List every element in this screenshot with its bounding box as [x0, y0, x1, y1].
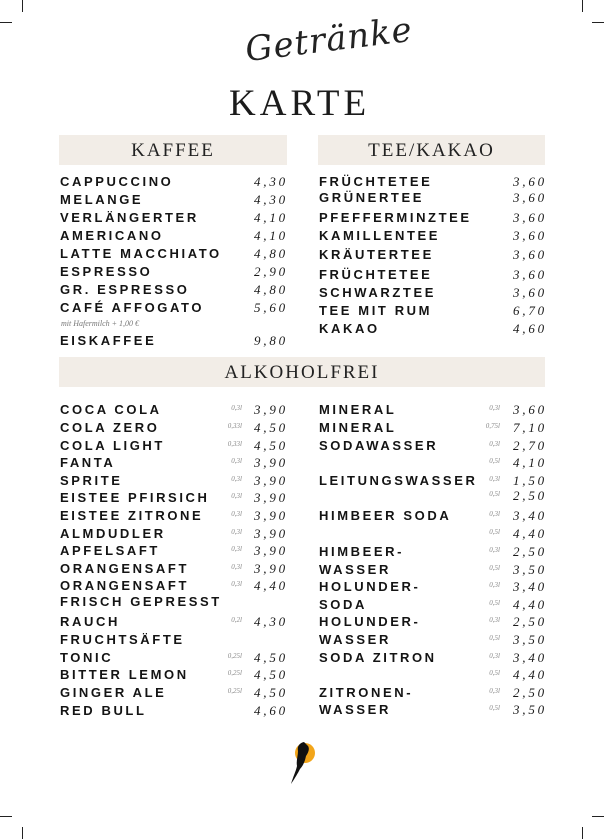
menu-item-name: HIMBEER- — [319, 544, 405, 559]
menu-item-name: WASSER — [319, 562, 391, 577]
menu-item-name: MINERAL — [319, 402, 397, 417]
menu-item-price: 4,80 — [254, 282, 288, 297]
menu-item-price: 3,60 — [513, 228, 547, 243]
menu-item-name: ORANGENSAFT — [60, 561, 189, 576]
menu-item-name: LATTE MACCHIATO — [60, 246, 222, 261]
menu-item-volume: 0,3l — [489, 404, 500, 412]
menu-item-name: RED BULL — [60, 703, 147, 718]
menu-item-price: 4,50 — [254, 685, 288, 700]
kaffee-note: mit Hafermilch + 1,00 € — [61, 319, 140, 328]
menu-item-volume: 0,3l — [231, 563, 242, 571]
menu-item-price: 4,50 — [254, 650, 288, 665]
menu-item-volume: 0,5l — [489, 528, 500, 536]
menu-item-price: 4,10 — [513, 455, 547, 470]
menu-item-volume: 0,3l — [231, 475, 242, 483]
menu-item-name: HIMBEER SODA — [319, 508, 452, 523]
menu-item-volume: 0,3l — [231, 528, 242, 536]
menu-item-price: 4,60 — [513, 321, 547, 336]
menu-item-price: 4,40 — [254, 578, 288, 593]
menu-item-name: WASSER — [319, 632, 391, 647]
menu-item-name: EISTEE PFIRSICH — [60, 490, 210, 505]
menu-item-volume: 0,5l — [489, 564, 500, 572]
menu-item-price: 3,90 — [254, 490, 288, 505]
section-banner-kaffee: KAFFEE — [59, 135, 287, 165]
menu-item-volume: 0,25l — [227, 669, 242, 677]
menu-item-price: 4,30 — [254, 174, 288, 189]
menu-item-volume: 0,3l — [231, 492, 242, 500]
menu-item-name: KRÄUTERTEE — [319, 247, 434, 262]
menu-item-name: MINERAL — [319, 420, 397, 435]
logo-bird — [291, 742, 309, 784]
menu-item-price: 3,90 — [254, 561, 288, 576]
menu-item-volume: 0,3l — [489, 510, 500, 518]
menu-item-name: ALMDUDLER — [60, 526, 166, 541]
menu-item-name: HOLUNDER- — [319, 614, 421, 629]
menu-item-price: 4,60 — [254, 703, 288, 718]
menu-item-volume: 0,25l — [227, 687, 242, 695]
menu-item-volume: 0,33l — [227, 422, 242, 430]
menu-item-name: PFEFFERMINZTEE — [319, 210, 472, 225]
menu-item-name: AMERICANO — [60, 228, 164, 243]
menu-item-volume: 0,3l — [231, 404, 242, 412]
menu-item-name: MELANGE — [60, 192, 144, 207]
menu-item-price: 4,50 — [254, 438, 288, 453]
menu-item-name: VERLÄNGERTER — [60, 210, 199, 225]
menu-item-volume: 0,25l — [227, 652, 242, 660]
menu-item-name: WASSER — [319, 702, 391, 717]
menu-item-name: FRUCHTSÄFTE — [60, 632, 185, 647]
menu-item-name: SODA ZITRON — [319, 650, 437, 665]
menu-item-name: ESPRESSO — [60, 264, 153, 279]
crop-mark — [22, 0, 23, 12]
menu-item-price: 3,90 — [254, 508, 288, 523]
menu-item-name: EISKAFFEE — [60, 333, 157, 348]
menu-item-price: 3,90 — [254, 455, 288, 470]
crop-mark — [0, 816, 12, 817]
menu-item-price: 4,40 — [513, 667, 547, 682]
menu-item-price: 3,40 — [513, 650, 547, 665]
menu-item-price: 7,10 — [513, 420, 547, 435]
menu-item-name: CAFÉ AFFOGATO — [60, 300, 205, 315]
menu-item-price: 3,50 — [513, 702, 547, 717]
menu-item-price: 3,90 — [254, 543, 288, 558]
menu-item-name: CAPPUCCINO — [60, 174, 174, 189]
menu-item-name: EISTEE ZITRONE — [60, 508, 204, 523]
menu-item-price: 3,90 — [254, 526, 288, 541]
section-banner-tee: TEE/KAKAO — [318, 135, 545, 165]
menu-item-name: SCHWARZTEE — [319, 285, 436, 300]
menu-item-price: 1,50 — [513, 473, 547, 488]
menu-item-volume: 0,5l — [489, 490, 500, 498]
menu-item-volume: 0,3l — [231, 510, 242, 518]
menu-item-price: 6,70 — [513, 303, 547, 318]
menu-item-price: 4,40 — [513, 597, 547, 612]
menu-item-volume: 0,5l — [489, 599, 500, 607]
menu-item-name: COLA ZERO — [60, 420, 160, 435]
menu-item-volume: 0,5l — [489, 634, 500, 642]
menu-item-price: 3,60 — [513, 285, 547, 300]
menu-item-volume: 0,5l — [489, 704, 500, 712]
menu-item-volume: 0,5l — [489, 669, 500, 677]
menu-item-price: 4,10 — [254, 228, 288, 243]
menu-item-price: 4,50 — [254, 420, 288, 435]
menu-item-volume: 0,75l — [485, 422, 500, 430]
menu-item-volume: 0,3l — [231, 580, 242, 588]
menu-item-name: LEITUNGSWASSER — [319, 473, 478, 488]
menu-item-price: 2,50 — [513, 614, 547, 629]
menu-item-name: GR. ESPRESSO — [60, 282, 190, 297]
menu-item-name: APFELSAFT — [60, 543, 160, 558]
menu-item-price: 3,60 — [513, 267, 547, 282]
menu-item-price: 4,10 — [254, 210, 288, 225]
menu-item-name: SODAWASSER — [319, 438, 439, 453]
menu-item-price: 3,50 — [513, 562, 547, 577]
menu-item-price: 3,60 — [513, 190, 547, 205]
menu-item-volume: 0,5l — [489, 457, 500, 465]
menu-item-name: SPRITE — [60, 473, 123, 488]
menu-item-volume: 0,33l — [227, 440, 242, 448]
menu-item-name: BITTER LEMON — [60, 667, 189, 682]
menu-item-price: 4,30 — [254, 192, 288, 207]
menu-item-price: 2,70 — [513, 438, 547, 453]
menu-item-name: RAUCH — [60, 614, 120, 629]
menu-item-volume: 0,3l — [231, 545, 242, 553]
menu-item-volume: 0,2l — [231, 616, 242, 624]
menu-item-name: KAMILLENTEE — [319, 228, 441, 243]
menu-item-price: 3,50 — [513, 632, 547, 647]
header-script: Getränke — [243, 9, 415, 70]
menu-item-volume: 0,3l — [489, 616, 500, 624]
menu-item-name: COCA COLA — [60, 402, 162, 417]
menu-item-name: FANTA — [60, 455, 116, 470]
menu-item-price: 3,90 — [254, 473, 288, 488]
crop-mark — [0, 22, 12, 23]
menu-item-volume: 0,3l — [489, 652, 500, 660]
menu-item-price: 4,50 — [254, 667, 288, 682]
bird-sun-logo-icon — [288, 740, 318, 786]
menu-item-name: ORANGENSAFT — [60, 578, 189, 593]
section-banner-alkoholfrei: ALKOHOLFREI — [59, 357, 545, 387]
menu-item-price: 3,60 — [513, 174, 547, 189]
menu-item-price: 3,60 — [513, 247, 547, 262]
menu-item-name: COLA LIGHT — [60, 438, 165, 453]
menu-item-name: TEE MIT RUM — [319, 303, 433, 318]
menu-item-name: ZITRONEN- — [319, 685, 414, 700]
menu-item-price: 9,80 — [254, 333, 288, 348]
menu-item-price: 3,40 — [513, 508, 547, 523]
menu-item-price: 2,50 — [513, 488, 547, 503]
menu-item-price: 2,90 — [254, 264, 288, 279]
menu-item-price: 3,60 — [513, 402, 547, 417]
menu-item-price: 5,60 — [254, 300, 288, 315]
menu-item-price: 3,60 — [513, 210, 547, 225]
menu-item-price: 4,80 — [254, 246, 288, 261]
page-title: KARTE — [229, 83, 371, 124]
menu-item-price: 4,40 — [513, 526, 547, 541]
menu-item-price: 2,50 — [513, 544, 547, 559]
menu-item-price: 3,40 — [513, 579, 547, 594]
crop-mark — [592, 22, 604, 23]
menu-item-volume: 0,3l — [489, 687, 500, 695]
menu-item-price: 3,90 — [254, 402, 288, 417]
crop-mark — [22, 827, 23, 839]
menu-item-volume: 0,3l — [231, 457, 242, 465]
menu-item-volume: 0,3l — [489, 581, 500, 589]
menu-item-name: GRÜNERTEE — [319, 190, 425, 205]
menu-item-volume: 0,3l — [489, 546, 500, 554]
menu-item-name: FRISCH GEPRESST — [60, 594, 222, 609]
menu-item-name: FRÜCHTETEE — [319, 174, 433, 189]
menu-item-name: HOLUNDER- — [319, 579, 421, 594]
menu-item-volume: 0,3l — [489, 475, 500, 483]
menu-item-name: SODA — [319, 597, 367, 612]
crop-mark — [582, 827, 583, 839]
crop-mark — [592, 816, 604, 817]
menu-item-volume: 0,3l — [489, 440, 500, 448]
menu-item-price: 4,30 — [254, 614, 288, 629]
menu-item-name: TONIC — [60, 650, 114, 665]
crop-mark — [582, 0, 583, 12]
menu-item-name: GINGER ALE — [60, 685, 167, 700]
menu-item-price: 2,50 — [513, 685, 547, 700]
menu-item-name: KAKAO — [319, 321, 380, 336]
menu-item-name: FRÜCHTETEE — [319, 267, 433, 282]
